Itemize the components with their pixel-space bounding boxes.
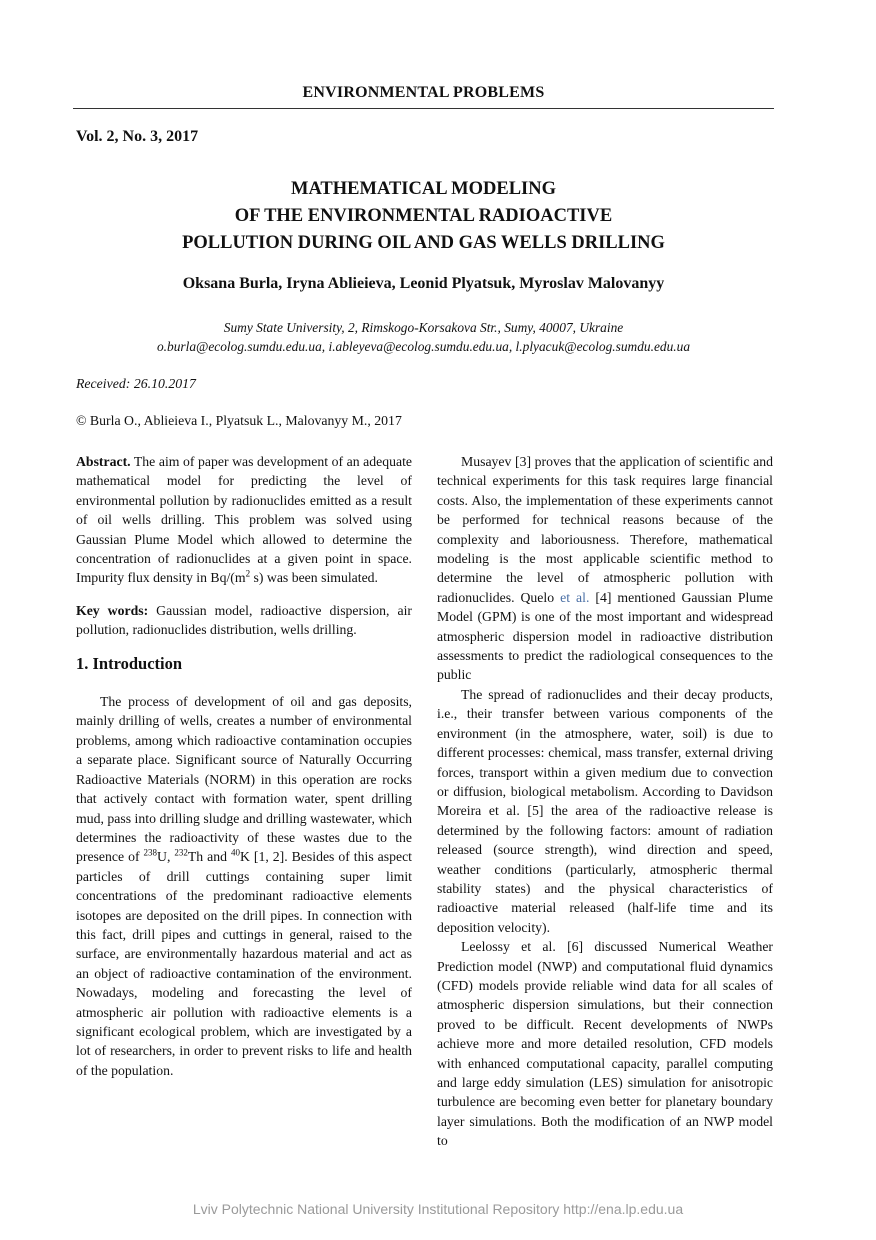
title-line-1: MATHEMATICAL MODELING bbox=[290, 179, 556, 199]
abstract-superscript: 2 bbox=[245, 568, 251, 579]
abstract-text: The aim of paper was development of an adequate mathematical model for predicting the level of environmental pollution by radionuclides emitted as a result of oil wells drilling. This problem was solved using Gaussian Plume Model which allowed to determine the concentration of radionuclides at a given point in space. Impurity flux density in Bq/(m bbox=[76, 454, 412, 586]
intro-text-2: K [1, 2]. Besides of this aspect particles of drill cuttings containing super limit concentrations of the predominant radioactive elements isotopes are deposited on the drill pipes. In connection with this fact, drill pipes and cuttings in general, raised to the surface, are environmentally hazardous material and act as an object of radioactive contamination of the environment. Nowadays, modeling and forecasting the level of atmospheric air pollution with radioactive elements is a significant ecological problem, which are investigated by a lot of researchers, in order to prevent risks to life and health of the population. bbox=[76, 849, 413, 1078]
left-column bbox=[76, 452, 412, 1080]
keywords bbox=[76, 601, 412, 640]
repository-footer: Lviv Polytechnic National University Institutional Repository http://ena.lp.edu.ua bbox=[192, 1201, 684, 1217]
introduction-paragraph bbox=[76, 692, 412, 1080]
abstract-label: Abstract. bbox=[76, 454, 131, 469]
abstract-text-end: s) was been simulated. bbox=[250, 570, 378, 586]
paper-title bbox=[73, 176, 774, 257]
copyright: © Burla O., Ablieieva I., Plyatsuk L., Malovanyy M., 2017 bbox=[76, 413, 402, 428]
paragraph-leelossy: Leelossy et al. [6] discussed Numerical Weather Prediction model (NWP) and computational fluid dynamics (CFD) models provide reliable wind data for all scales of atmospheric dispersion simulations, but their connection proved to be difficult. Recent developments of NWPs achieve more and more detailed resolution, CFD models with enhanced computational capacity, parallel computing and large eddy simulation (LES) simulation for anisotropic turbulence are becoming even better for planetary boundary layer simulations. Both the modification of an NWP model to bbox=[437, 939, 773, 1149]
isotope-k-mass: 40 bbox=[230, 847, 240, 858]
paragraph-musayev bbox=[437, 452, 773, 685]
authors: Oksana Burla, Iryna Ablieieva, Leonid Plyatsuk, Myroslav Malovanyy bbox=[182, 275, 665, 292]
citation-link[interactable]: et al. bbox=[560, 589, 590, 605]
title-line-2: OF THE ENVIRONMENTAL RADIOACTIVE bbox=[234, 206, 613, 226]
affiliation-block bbox=[73, 318, 774, 356]
title-line-3: POLLUTION DURING OIL AND GAS WELLS DRILLING bbox=[182, 233, 665, 253]
isotope-th: Th and bbox=[187, 849, 231, 865]
abstract bbox=[76, 452, 412, 588]
paragraph-spread: The spread of radionuclides and their decay products, i.e., their transfer between various components of the environment (in the atmosphere, water, soil) is due to different processes: chemical, mass transfer, external driving forces, transport within a given medium due to convection or diffusion, biological metabolism. According to Davidson Moreira et al. [5] the area of the radioactive release is determined by the following factors: amount of radiation released (source strength), wind direction and speed, weather conditions (particularly, atmospheric thermal stability states) and the physical characteristics of radioactive material released (half-life time and its deposition velocity). bbox=[437, 686, 773, 935]
musayev-text-1: Musayev [3] proves that the application of scientific and technical experiments for this task requires large financial costs. Also, the implementation of these experiments cannot be performed for technical reasons because of the complexity and laboriousness. Therefore, mathematical modeling is the most applicable scientific method to determine the level of atmospheric pollution with radionuclides. Quelo bbox=[437, 454, 773, 605]
intro-text-1: The process of development of oil and gas deposits, mainly drilling of wells, creates a number of environmental problems, among which radioactive contamination occupies a separate place. Significant source of Naturally Occurring Radioactive Materials (NORM) in this operation are rocks that actively contact with formation water, spent drilling mud, pass into drilling sludge and drilling wastewater, which determines the radioactivity of these wastes due to the presence of bbox=[76, 694, 412, 865]
section-heading-introduction: 1. Introduction bbox=[76, 653, 183, 673]
keywords-text: Gaussian model, radioactive dispersion, air pollution, radionuclides distribution, wells drilling. bbox=[76, 602, 412, 638]
isotope-th-mass: 232 bbox=[174, 847, 188, 858]
header-divider bbox=[73, 108, 774, 109]
received-date: Received: 26.10.2017 bbox=[76, 376, 196, 391]
author-emails: o.burla@ecolog.sumdu.edu.ua, i.ableyeva@ecolog.sumdu.edu.ua, l.plyacuk@ecolog.sumdu.edu.ua bbox=[156, 339, 691, 354]
volume-info: Vol. 2, No. 3, 2017 bbox=[76, 128, 199, 145]
isotope-u-mass: 238 bbox=[143, 847, 158, 858]
right-column bbox=[437, 452, 773, 1151]
isotope-u: U, bbox=[157, 849, 175, 865]
musayev-text-2: [4] mentioned Gaussian Plume Model (GPM) is one of the most important and widespread atmospheric dispersion model in radioactive distribution assessments to predict the radiological consequences to the public bbox=[437, 589, 773, 683]
keywords-label: Key words: bbox=[76, 602, 149, 618]
affiliation: Sumy State University, 2, Rimskogo-Korsakova Str., Sumy, 40007, Ukraine bbox=[223, 320, 624, 335]
journal-name: ENVIRONMENTAL PROBLEMS bbox=[302, 84, 545, 101]
